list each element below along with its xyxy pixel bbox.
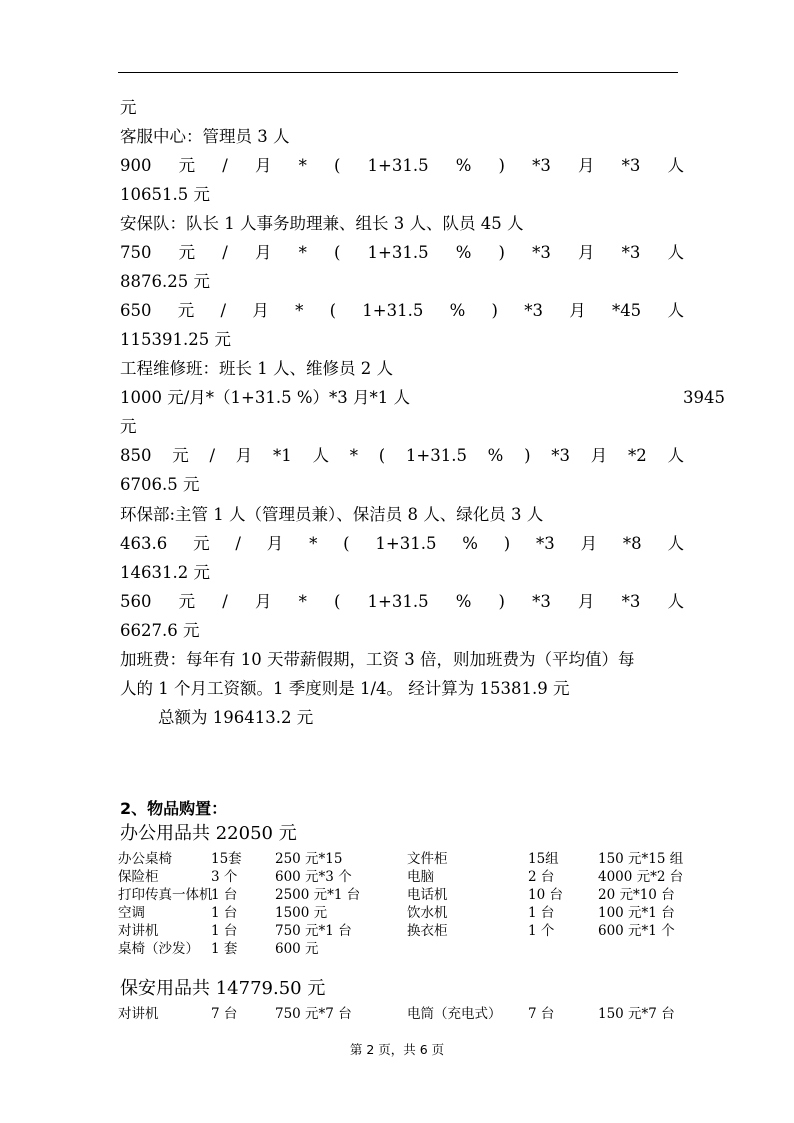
kefu-result-1: 10651.5 元 — [120, 185, 210, 204]
formula-token: *3 — [532, 592, 551, 611]
formula-token: 月 — [254, 156, 272, 175]
formula-token: 人 — [667, 534, 684, 553]
item-qty: 1 套 — [211, 941, 238, 957]
item-price: 100 元*1 台 — [598, 905, 675, 921]
formula-token: 月 — [254, 243, 272, 262]
item-name: 空调 — [118, 905, 145, 921]
formula-token: *3 — [621, 156, 641, 175]
item-price: 250 元*15 — [275, 851, 343, 867]
text-line: 元 — [120, 98, 137, 117]
formula-token: / — [222, 156, 228, 175]
formula-token: / — [222, 592, 228, 611]
item-name: 电筒（充电式） — [407, 1006, 502, 1022]
formula-token: ( — [333, 592, 341, 611]
formula-token: 月 — [252, 301, 269, 320]
formula-token: ) — [491, 301, 498, 320]
huanbao-formula-1 — [120, 534, 684, 554]
huanbao-formula-2 — [120, 592, 684, 612]
formula-token: 元 — [178, 156, 196, 175]
formula-token: 元 — [178, 243, 196, 262]
formula-token: 1+31.5 — [367, 156, 429, 175]
formula-token: * — [298, 592, 307, 611]
formula-token: % — [455, 156, 472, 175]
item-name: 电话机 — [407, 887, 448, 903]
gongcheng-formula-1-unit: 元 — [120, 417, 137, 436]
item-name: 打印传真一体机 — [118, 887, 213, 903]
anbao-formula-1 — [120, 243, 684, 263]
formula-token: 月 — [235, 446, 253, 465]
item-qty: 3 个 — [211, 869, 238, 885]
item-price: 20 元*10 台 — [598, 887, 675, 903]
item-name: 办公桌椅 — [118, 851, 172, 867]
formula-token: 人 — [667, 301, 684, 320]
security-supplies-title: 保安用品共 14779.50 元 — [120, 978, 326, 999]
formula-token: ( — [343, 534, 350, 553]
formula-token: 元 — [178, 592, 196, 611]
table-row — [0, 901, 794, 919]
gongcheng-title: 工程维修班：班长 1 人、维修员 2 人 — [120, 359, 393, 378]
formula-token: % — [455, 243, 472, 262]
formula-token: *3 — [536, 534, 555, 553]
formula-token: 月 — [569, 301, 586, 320]
formula-token: *3 — [532, 156, 551, 175]
formula-token: / — [235, 534, 241, 553]
wages-total: 总额为 196413.2 元 — [158, 708, 314, 727]
formula-token: 人 — [667, 156, 684, 175]
formula-token: 560 — [120, 592, 152, 611]
formula-token: *45 — [611, 301, 642, 320]
huanbao-title: 环保部:主管 1 人（管理员兼）、保洁员 8 人、绿化员 3 人 — [120, 505, 544, 524]
huanbao-result-1: 14631.2 元 — [120, 563, 210, 582]
item-name: 文件柜 — [407, 851, 448, 867]
formula-token: 月 — [254, 592, 272, 611]
item-price: 1500 元 — [275, 905, 328, 921]
formula-token: ( — [333, 243, 341, 262]
header-rule — [118, 72, 678, 73]
formula-token: *1 — [273, 446, 292, 465]
item-name: 饮水机 — [407, 905, 448, 921]
formula-token: / — [222, 243, 228, 262]
formula-token: 月 — [577, 243, 595, 262]
item-price: 750 元*1 台 — [275, 923, 352, 939]
anbao-formula-2 — [120, 301, 684, 321]
item-qty: 15组 — [528, 851, 559, 867]
item-price: 150 元*7 台 — [598, 1006, 675, 1022]
item-price: 750 元*7 台 — [275, 1006, 352, 1022]
formula-token: ( — [378, 446, 386, 465]
formula-token: * — [298, 243, 307, 262]
item-qty: 2 台 — [528, 869, 555, 885]
item-name: 电脑 — [407, 869, 434, 885]
item-price: 2500 元*1 台 — [275, 887, 361, 903]
formula-token: ) — [524, 446, 531, 465]
formula-token: * — [349, 446, 358, 465]
formula-token: 元 — [172, 446, 189, 465]
formula-token: *8 — [622, 534, 642, 553]
formula-token: 月 — [580, 534, 598, 553]
formula-token: * — [298, 156, 307, 175]
item-name: 保险柜 — [118, 869, 159, 885]
item-qty: 7 台 — [528, 1006, 555, 1022]
formula-token: 人 — [312, 446, 329, 465]
item-name: 桌椅（沙发） — [118, 941, 199, 957]
formula-token: *3 — [532, 243, 551, 262]
formula-token: 人 — [667, 446, 684, 465]
formula-token: * — [295, 301, 304, 320]
formula-token: *2 — [627, 446, 647, 465]
formula-token: 元 — [177, 301, 195, 320]
formula-token: 元 — [193, 534, 210, 553]
formula-token: * — [309, 534, 318, 553]
item-qty: 1 台 — [528, 905, 555, 921]
gongcheng-formula-1: 1000 元/月*（1+31.5 %）*3 月*1 人 — [120, 388, 411, 407]
item-qty: 15套 — [211, 851, 242, 867]
item-qty: 7 台 — [211, 1006, 238, 1022]
formula-token: / — [220, 301, 227, 320]
table-row — [0, 865, 794, 883]
item-price: 4000 元*2 台 — [598, 869, 684, 885]
formula-token: % — [449, 301, 466, 320]
gongcheng-result-2: 6706.5 元 — [120, 475, 200, 494]
huanbao-result-2: 6627.6 元 — [120, 621, 200, 640]
formula-token: 月 — [577, 592, 595, 611]
formula-token: ) — [503, 534, 511, 553]
formula-token: 900 — [120, 156, 152, 175]
item-price: 600 元*1 个 — [598, 923, 675, 939]
anbao-title: 安保队：队长 1 人事务助理兼、组长 3 人、队员 45 人 — [120, 214, 524, 233]
formula-token: ( — [329, 301, 336, 320]
item-name: 换衣柜 — [407, 923, 448, 939]
formula-token: / — [209, 446, 216, 465]
item-price: 600 元*3 个 — [275, 869, 352, 885]
formula-token: 1+31.5 — [367, 243, 429, 262]
kefu-title: 客服中心：管理员 3 人 — [120, 127, 290, 146]
anbao-result-2: 115391.25 元 — [120, 330, 231, 349]
kefu-formula-1 — [120, 156, 684, 176]
item-name: 对讲机 — [118, 1006, 159, 1022]
anbao-result-1: 8876.25 元 — [120, 272, 210, 291]
formula-token: 1+31.5 — [375, 534, 437, 553]
formula-token: 463.6 — [120, 534, 168, 553]
formula-token: 月 — [590, 446, 608, 465]
formula-token: % — [462, 534, 478, 553]
formula-token: % — [455, 592, 472, 611]
formula-token: 人 — [667, 592, 684, 611]
item-name: 对讲机 — [118, 923, 159, 939]
formula-token: 650 — [120, 301, 152, 320]
formula-token: 人 — [667, 243, 684, 262]
formula-token: ) — [498, 592, 505, 611]
formula-token: ( — [333, 156, 341, 175]
item-qty: 1 台 — [211, 887, 238, 903]
formula-token: *3 — [551, 446, 571, 465]
formula-token: 月 — [266, 534, 284, 553]
gongcheng-formula-1-value: 3945 — [683, 388, 725, 407]
formula-token: *3 — [524, 301, 543, 320]
formula-token: ) — [498, 156, 505, 175]
table-row — [0, 883, 794, 901]
overtime-line-2: 人的 1 个月工资额。1 季度则是 1/4。 经计算为 15381.9 元 — [120, 679, 570, 698]
formula-token: 850 — [120, 446, 152, 465]
item-qty: 10 台 — [528, 887, 563, 903]
gongcheng-formula-2 — [120, 446, 684, 466]
formula-token: 750 — [120, 243, 152, 262]
overtime-line-1: 加班费：每年有 10 天带薪假期，工资 3 倍，则加班费为（平均值）每 — [120, 650, 635, 669]
formula-token: % — [487, 446, 504, 465]
formula-token: 1+31.5 — [367, 592, 429, 611]
item-price: 150 元*15 组 — [598, 851, 684, 867]
section-heading: 2、物品购置： — [120, 799, 228, 818]
formula-token: 月 — [577, 156, 595, 175]
item-qty: 1 台 — [211, 905, 238, 921]
office-supplies-title: 办公用品共 22050 元 — [120, 823, 297, 844]
formula-token: 1+31.5 — [405, 446, 467, 465]
item-qty: 1 个 — [528, 923, 555, 939]
table-row — [0, 937, 794, 955]
item-price: 600 元 — [275, 941, 319, 957]
table-row — [0, 847, 794, 865]
table-row — [0, 919, 794, 937]
formula-token: *3 — [621, 592, 641, 611]
table-row — [0, 1002, 794, 1020]
formula-token: 1+31.5 — [362, 301, 424, 320]
item-qty: 1 台 — [211, 923, 238, 939]
page-footer: 第 2 页，共 6 页 — [349, 1042, 445, 1057]
formula-token: ) — [498, 243, 505, 262]
formula-token: *3 — [621, 243, 641, 262]
